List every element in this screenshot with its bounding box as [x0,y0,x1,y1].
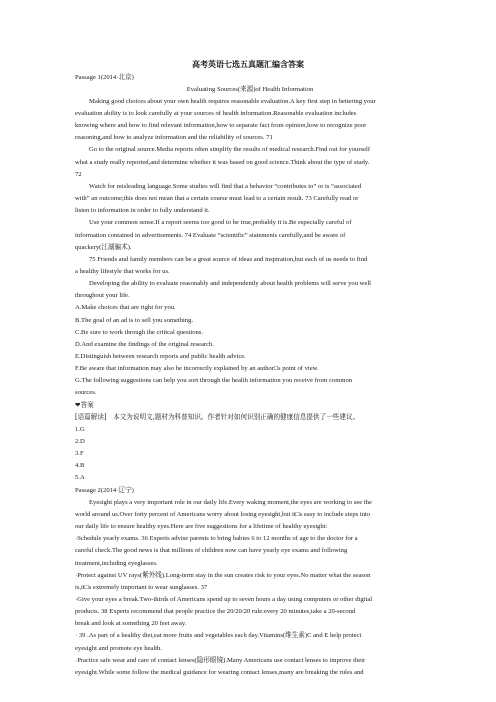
text-line: treatment,including eyeglasses. [75,559,158,567]
text-line: listen to information in order to fully understand it. [75,207,210,215]
text-line: Eyesight plays a very important role in our daily life.Every waking moment,the eyes are working to see the [89,498,372,506]
text-line: products. 38 Experts recommend that people practice the 20/20/20 rule:every 20 minutes,take a 20-second [75,608,356,616]
text-line: careful check.The good news is that millions of children now can have yearly eye exams and following [75,547,348,555]
passage-label: Passage 2(2014·辽宁) [75,486,134,494]
text-line: what a study really reported,and determine whether it was based on good science.Think about the type of study. [75,158,370,166]
text-line: ·Schedule yearly exams. 36 Experts advise parents to bring babies 6 to 12 months of age to the doctor for a [75,535,358,543]
option-line: F.Be aware that information may also be incorrectly explained by an author□s point of view. [75,365,319,373]
text-line: reasoning,and how to analyze information and the reliability of sources. 71 [75,134,273,142]
text-line: quackery(江湖骗术). [75,243,132,251]
text-line: Go to the original source.Media reports often simplify the results of medical research.Find out for yourself [89,146,371,154]
option-line: E.Distinguish between research reports and public health advice. [75,352,246,360]
option-line: B.The goal of an ad is to sell you something. [75,316,194,324]
option-line: G.The following suggestions can help you sort through the health information you receive from common [75,377,353,385]
option-line: D.And examine the findings of the original research. [75,340,214,348]
text-line: is,it□s extremely important to wear sunglasses. 37 [75,583,208,591]
text-line: 72 [75,170,82,178]
option-line: C.Be sure to work through the critical questions. [75,328,204,336]
text-line: Making good choices about your own health requires reasonable evaluation.A key first step in bettering your [89,97,376,105]
text-line: ·Protect against UV rays(紫外线).Long-term stay in the sun creates risk to your eyes.No matter what the season [75,571,371,579]
text-line: with” an outcome;this does not mean that a certain course must lead to a certain result. 73 Carefully read or [75,195,359,202]
option-line: A.Make choices that are right for you. [75,304,176,312]
text-line: Watch for misleading language.Some studies will find that a behavior “contributes to” or is “associated [89,182,362,190]
answer-item: 4.B [75,462,85,470]
text-line: a healthy lifestyle that works for us. [75,267,170,275]
answer-explanation: [语篇解读] 本文为说明文,题材为科普知识。作者针对如何识别正确的健康信息提供了一些建议。 [75,412,360,421]
document-title: 高考英语七选五真题汇编含答案 [192,60,304,69]
text-line: our daily life to ensure healthy eyes.Here are five suggestions for a lifetime of healthy eyesight: [75,523,328,530]
text-line: 75 Friends and family members can be a great source of ideas and inspiration,but each of us needs to find [89,255,368,263]
text-line: break and look at something 20 feet away. [75,620,187,628]
answer-label: ❤答案 [75,401,94,409]
answer-item: 1.G [75,425,85,433]
text-line: eyesight.While some follow the medical guidance for wearing contact lenses,many are breaking the rules and [75,668,364,676]
text-line: ·Give your eyes a break.Two-thirds of Americans spend up to seven hours a day using computers or other digital [75,596,373,603]
answer-item: 2.D [75,438,85,445]
text-line: Developing the ability to evaluate reasonably and independently about health problems will serve you well [89,280,371,288]
text-line: information contained in advertisements. 74 Evaluate “scientific” statements carefully,and be aware of [75,231,346,239]
text-line: knowing where and how to find relevant information,how to separate fact from opinion,how to recognize poor [75,122,367,130]
answer-item: 5.A [75,474,85,482]
text-line: throughout your life. [75,292,130,300]
option-line: sources. [75,389,97,397]
text-line: evaluation ability is to look carefully at your sources of health information.Reasonable evaluation includes [75,110,357,117]
text-line: world around us.Over forty percent of Americans worry about losing eyesight,but it□s easy to include steps into [75,510,371,518]
text-line: ·Practice safe wear and care of contact lenses(隐形眼镜).Many Americans use contact lenses to improve their [75,656,366,664]
passage-heading: Evaluating Sources(来源)of Health Information [186,85,314,93]
text-line: Use your common sense.If a report seems too good to be true,probably it is.Be especially careful of [89,219,352,227]
text-line: · 39 .As part of a healthy diet,eat more fruits and vegetables each day.Vitamins(维生素)C and E help protect [75,632,362,640]
text-line: eyesight and promote eye health. [75,644,162,652]
passage-label: Passage 1(2014·北京) [75,73,134,81]
answer-item: 3.F [75,450,84,458]
